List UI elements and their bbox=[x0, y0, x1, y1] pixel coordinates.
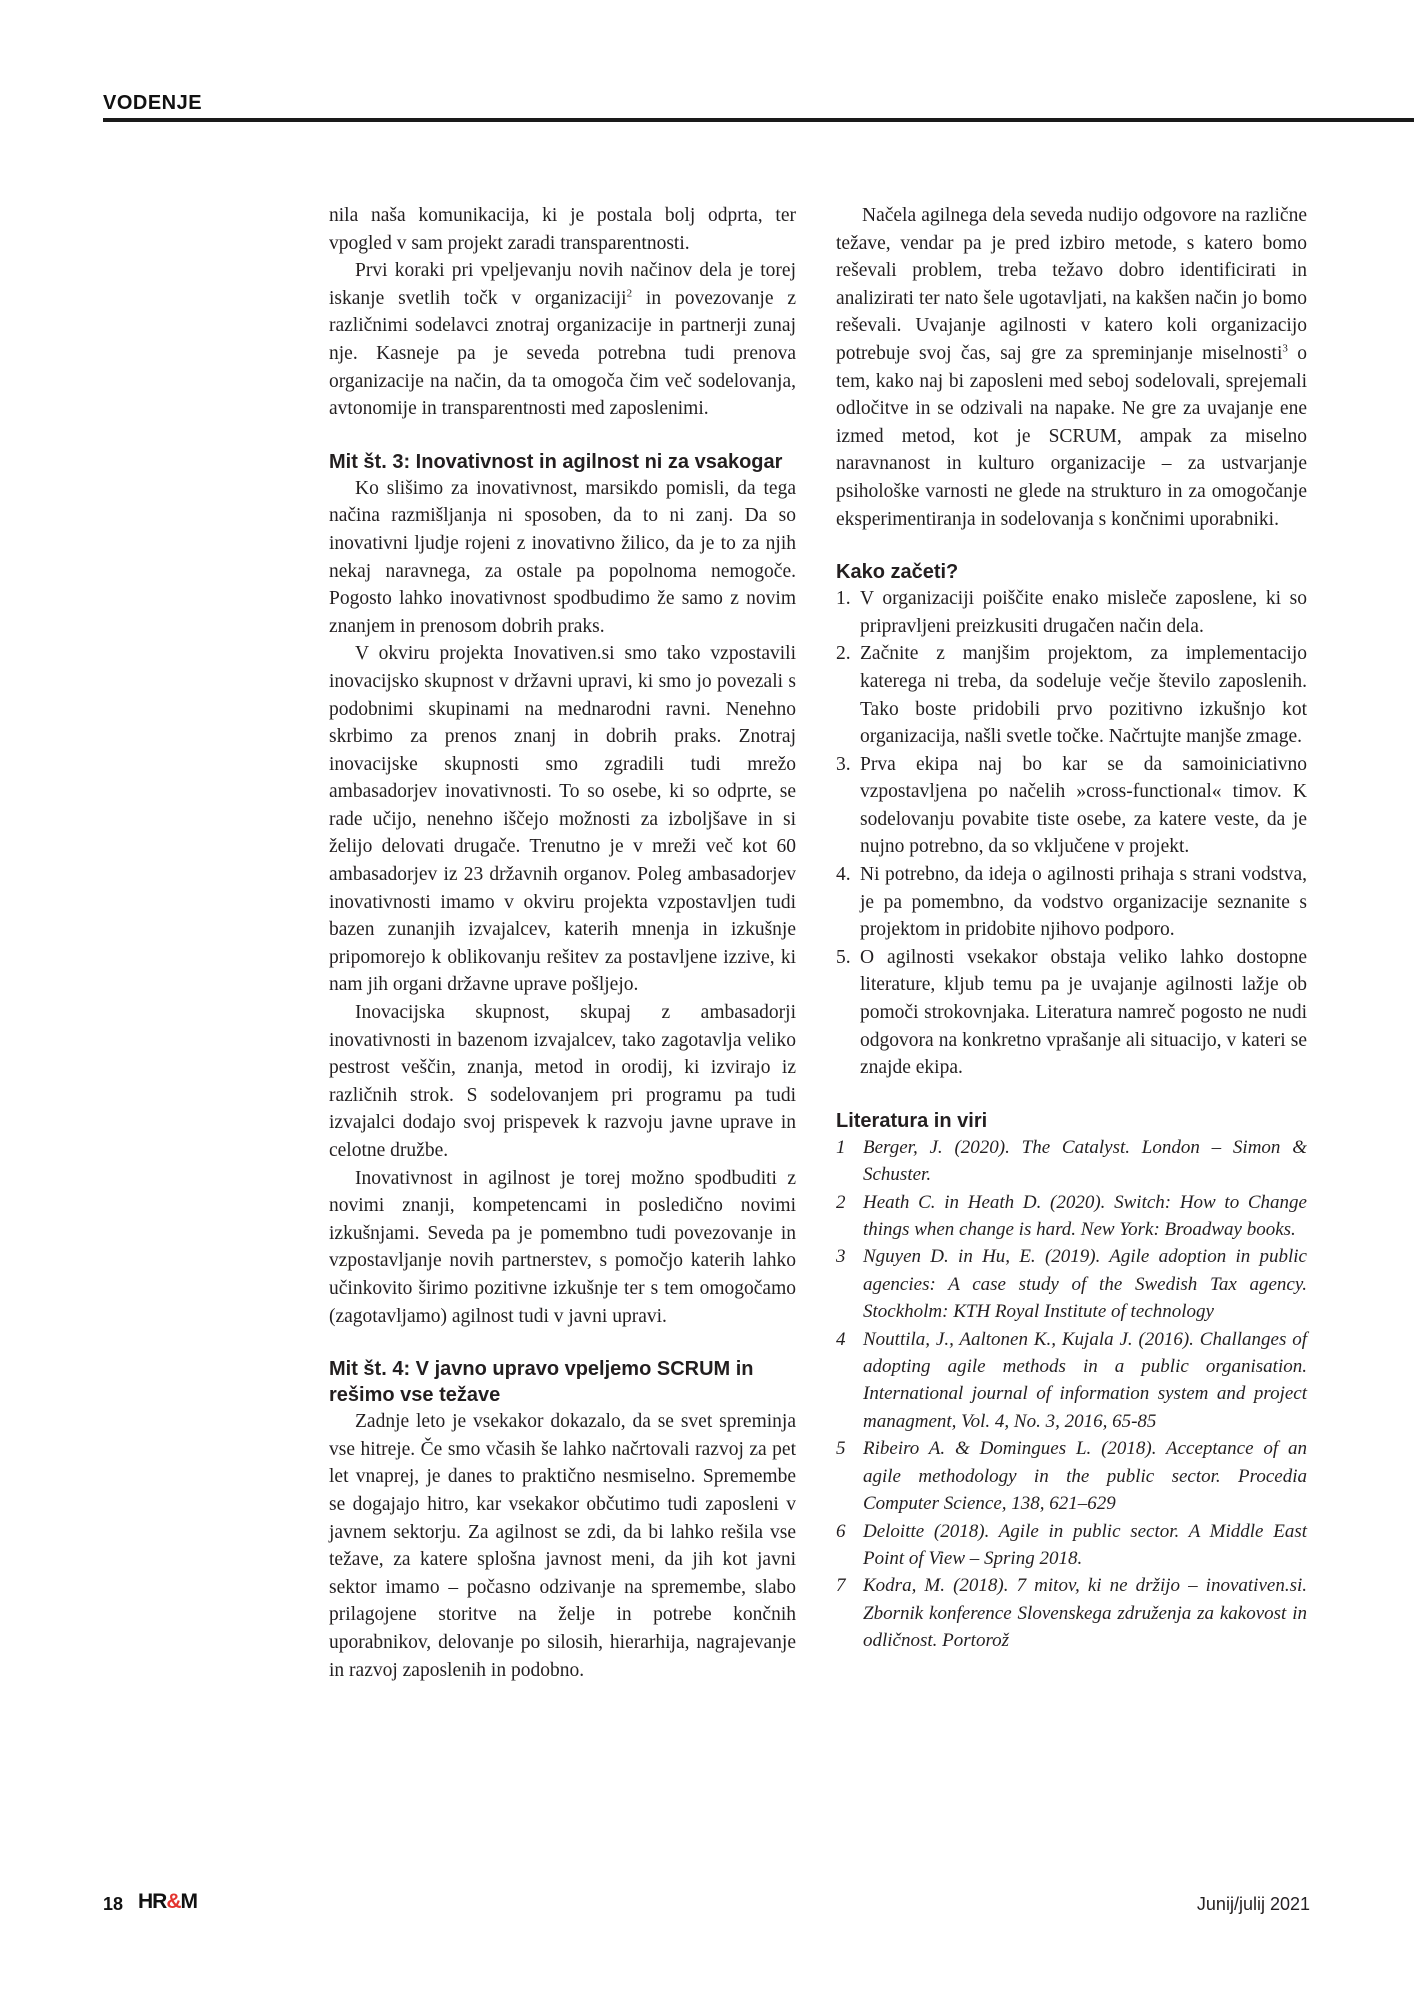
section-heading: Mit št. 3: Inovativnost in agilnost ni za vsakogar bbox=[329, 450, 783, 473]
reference-number: 6 bbox=[836, 1520, 846, 1542]
reference-text: Nouttila, J., Aaltonen K., Kujala J. (2016). Challanges of adopting agile methods in a public organisation. International journal of information system and project managment, Vol. 4, No. 3, 2016, 65-85 bbox=[863, 1328, 1307, 1432]
reference-item bbox=[836, 1189, 1307, 1244]
list-item bbox=[836, 585, 1307, 640]
paragraph: Ko slišimo za inovativnost, marsikdo pomisli, da tega načina razmišljanja ni sposoben, da to ni zanj. Da so inovativni ljudje rojeni z inovativno žilico, da je to za njih nekaj naravnega, za ostale pa popolnoma nemogoče. Pogosto lahko inovativnost spodbudimo že samo z novim znanjem in prenosom dobrih praks. bbox=[329, 477, 796, 637]
list-text: V organizaciji poiščite enako misleče zaposlene, ki so pripravljeni preizkusiti drugačen način dela. bbox=[860, 588, 1307, 637]
paragraph bbox=[836, 202, 1307, 533]
reference-item bbox=[836, 1326, 1307, 1436]
reference-number: 7 bbox=[836, 1575, 846, 1597]
paragraph-text: o tem, kako naj bi zaposleni med seboj sodelovali, sprejemali odločitve in se odzivali na napake. Ne gre za uvajanje ene izmed metod, kot je SCRUM, ampak za miselno naravnanost in kulturo organizacije – za ustvarjanje psihološke varnosti ne glede na strukturo in za omogočanje eksperimentiranja in sodelovanja s končnimi uporabniki. bbox=[836, 342, 1307, 530]
list-item bbox=[836, 944, 1307, 1082]
list-text: O agilnosti vsekakor obstaja veliko lahko dostopne literature, kljub temu pa je uvajanje agilnosti lažje ob pomoči strokovnjaka. Literatura namreč pogosto ne nudi odgovora na konkretno vprašanje ali situacijo, v kateri se znajde ekipa. bbox=[860, 946, 1307, 1079]
footnote-marker: 3 bbox=[1282, 342, 1288, 355]
reference-text: Kodra, M. (2018). 7 mitov, ki ne držijo – inovativen.si. Zbornik konference Slovenskega združenja za kakovost in odličnost. Portorož bbox=[863, 1575, 1307, 1652]
list-number: 4. bbox=[836, 864, 851, 886]
list-number: 1. bbox=[836, 588, 851, 610]
reference-item bbox=[836, 1518, 1307, 1573]
list-item bbox=[836, 861, 1307, 944]
list-number: 2. bbox=[836, 643, 851, 665]
paragraph-text: in povezovanje z različnimi sodelavci znotraj organizacije in partnerji zunaj nje. Kasneje pa je seveda potrebna tudi prenova organizacije na način, da ta omogoča čim več sodelovanja, avtonomije in transparentnosti med zaposlenimi. bbox=[329, 287, 796, 420]
paragraph: V okviru projekta Inovativen.si smo tako vzpostavili inovacijsko skupnost v državni upravi, ki smo jo povezali s podobnimi skupinami na mednarodni ravni. Nenehno skrbimo za prenos znanj in dobrih praks. Znotraj inovacijske skupnosti smo zgradili tudi mrežo ambasadorjev inovativnosti. To so osebe, ki so odprte, se rade učijo, nenehno iščejo možnosti za izboljšave in si želijo delovati drugače. Trenutno je v mreži več kot 60 ambasadorjev iz 23 državnih organov. Poleg ambasadorjev inovativnosti imamo v okviru projekta vzpostavljen tudi bazen zunanjih izvajalcev, katerih mnenja in izkušnje pripomorejo k oblikovanju rešitev za postavljene izzive, ki nam jih organi državne uprave pošljejo. bbox=[329, 643, 796, 996]
footnote-marker: 2 bbox=[626, 287, 633, 300]
reference-item bbox=[836, 1435, 1307, 1517]
steps-list bbox=[836, 585, 1307, 1082]
section-heading: Mit št. 4: V javno upravo vpeljemo SCRUM in rešimo vse težave bbox=[329, 1358, 754, 1407]
list-number: 3. bbox=[836, 753, 851, 775]
list-text: Prva ekipa naj bo kar se da samoiniciativno vzpostavljena po načelih »cross-functional« timov. K sodelovanju povabite tiste osebe, za katere veste, da je nujno potrebno, da so vključene v projekt. bbox=[860, 753, 1307, 858]
reference-number: 3 bbox=[836, 1246, 846, 1268]
reference-text: Ribeiro A. & Domingues L. (2018). Acceptance of an agile methodology in the public sector. Procedia Computer Science, 138, 621–629 bbox=[863, 1438, 1307, 1515]
paragraph-text: Načela agilnega dela seveda nudijo odgovore na različne težave, vendar pa je pred izbiro metode, s katero bomo reševali problem, treba težavo dobro identificirati in analizirati ter nato šele ugotavljati, na kakšen način jo bomo reševali. Uvajanje agilnosti v katero koli organizacijo potrebuje svoj čas, saj gre za spreminjanje miselnosti bbox=[836, 205, 1307, 364]
list-number: 5. bbox=[836, 946, 851, 968]
left-column bbox=[329, 202, 796, 1684]
list-text: Ni potrebno, da ideja o agilnosti prihaja s strani vodstva, je pa pomembno, da vodstvo organizacije seznanite s projektom in pridobite njihovo podporo. bbox=[860, 864, 1307, 941]
header-rule bbox=[103, 118, 1414, 122]
paragraph: Inovacijska skupnost, skupaj z ambasadorji inovativnosti in bazenom izvajalcev, tako zagotavlja veliko pestrost veščin, znanja, metod in orodij, ki izvirajo iz različnih strok. S sodelovanjem pri programu pa tudi izvajalci dodajo svoj prispevek k razvoju javne uprave in celotne družbe. bbox=[329, 1002, 796, 1161]
magazine-logo: HR&M bbox=[138, 1890, 198, 1913]
list-item bbox=[836, 640, 1307, 750]
list-text: Začnite z manjšim projektom, za implementacijo katerega ni treba, da sodeluje večje število zaposlenih. Tako boste pridobili prvo pozitivno izkušnjo kot organizacija, našli svetle točke. Načrtujte manjše zmage. bbox=[860, 643, 1307, 748]
section-heading: Kako začeti? bbox=[836, 561, 959, 584]
reference-number: 4 bbox=[836, 1328, 846, 1350]
references-list bbox=[836, 1134, 1307, 1655]
paragraph: Inovativnost in agilnost je torej možno spodbuditi z novimi znanji, kompetencami in posledično novimi izkušnjami. Seveda pa je pomembno tudi povezovanje in vzpostavljanje novih partnerstev, s pomočjo katerih lahko učinkovito širimo pozitivne izkušnje ter s tem omogočamo (zagotavljamo) agilnost tudi v javni upravi. bbox=[329, 1167, 796, 1327]
reference-item bbox=[836, 1134, 1307, 1189]
issue-date: Junij/julij 2021 bbox=[1196, 1894, 1310, 1914]
reference-item bbox=[836, 1243, 1307, 1325]
paragraph bbox=[329, 257, 796, 423]
reference-number: 1 bbox=[836, 1136, 846, 1158]
reference-number: 2 bbox=[836, 1191, 846, 1213]
reference-text: Deloitte (2018). Agile in public sector. A Middle East Point of View – Spring 2018. bbox=[863, 1520, 1307, 1569]
paragraph: Zadnje leto je vsekakor dokazalo, da se svet spreminja vse hitreje. Če smo včasih še lahko načrtovali razvoj za pet let vnaprej, je danes to praktično nesmiselno. Spremembe se dogajajo hitro, kar vsekakor občutimo tudi zaposleni v javnem sektorju. Za agilnost se zdi, da bi lahko rešila vse težave, za katere splošna javnost meni, da jih kot javni sektor imamo – počasno odzivanje na spremembe, slabo prilagojene storitve na želje in potrebe končnih uporabnikov, delovanje po silosih, hierarhija, nagrajevanje in razvoj zaposlenih in podobno. bbox=[329, 1411, 796, 1681]
list-item bbox=[836, 751, 1307, 861]
page-number: 18 bbox=[103, 1894, 124, 1914]
right-column bbox=[836, 202, 1307, 1655]
reference-text: Heath C. in Heath D. (2020). Switch: How to Change things when change is hard. New York: Broadway books. bbox=[863, 1191, 1307, 1241]
reference-number: 5 bbox=[836, 1438, 846, 1460]
reference-item bbox=[836, 1572, 1307, 1654]
section-label: VODENJE bbox=[103, 92, 203, 114]
reference-text: Nguyen D. in Hu, E. (2019). Agile adoption in public agencies: A case study of the Swedish Tax agency. Stockholm: KTH Royal Institute of technology bbox=[863, 1246, 1307, 1323]
reference-text: Berger, J. (2020). The Catalyst. London – Simon & Schuster. bbox=[863, 1136, 1307, 1186]
paragraph: nila naša komunikacija, ki je postala bolj odprta, ter vpogled v sam projekt zaradi transparentnosti. bbox=[329, 205, 796, 254]
paragraph-text: Prvi koraki pri vpeljevanju novih načinov dela je torej iskanje svetlih točk v organizaciji bbox=[329, 260, 796, 309]
section-heading: Literatura in viri bbox=[836, 1109, 988, 1132]
